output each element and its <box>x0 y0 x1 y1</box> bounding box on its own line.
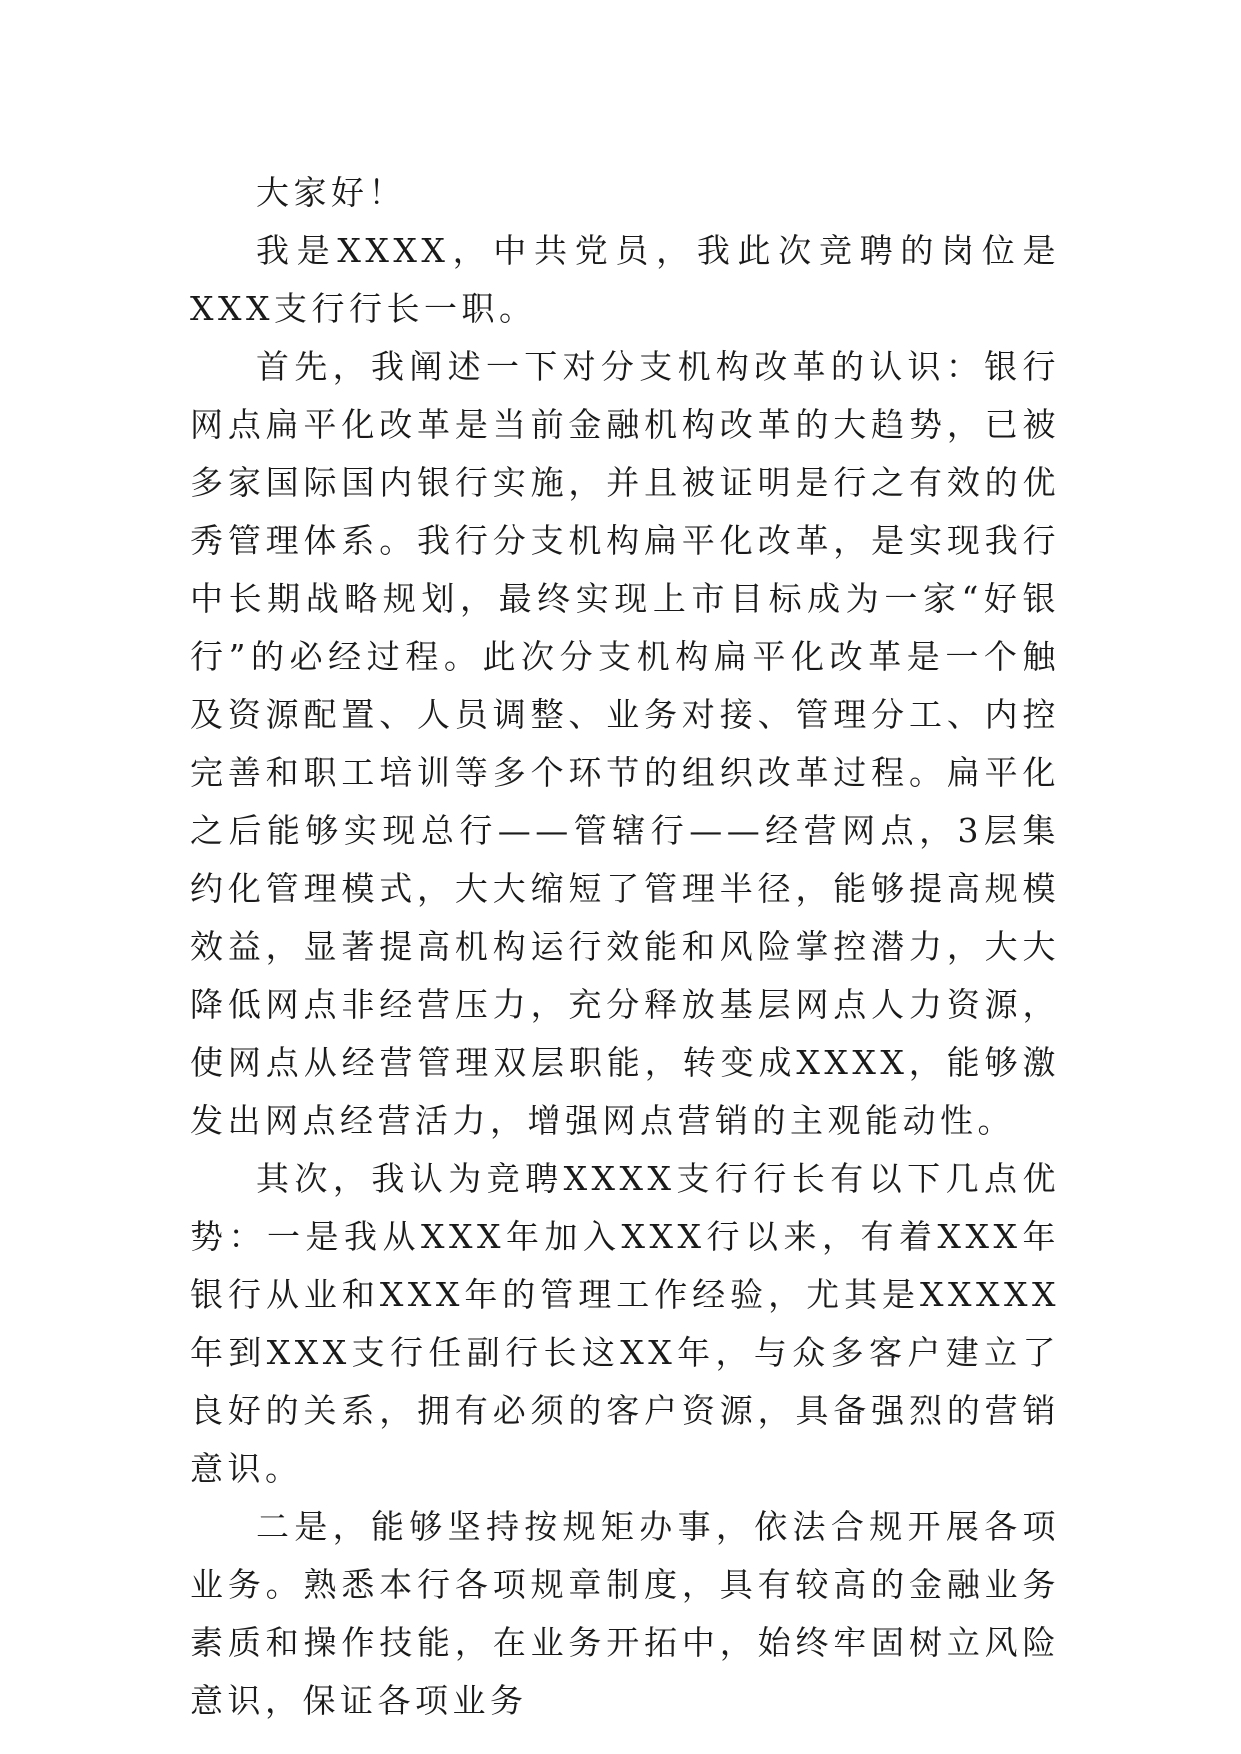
paragraph-compliance: 二是，能够坚持按规矩办事，依法合规开展各项业务。熟悉本行各项规章制度，具有较高的金融业务素质和操作技能，在业务开拓中，始终牢固树立风险意识，保证各项业务 <box>190 1507 1060 1720</box>
document-body <box>190 164 1060 1730</box>
paragraph-introduction: 我是XXXX，中共党员，我此次竞聘的岗位是XXX支行行长一职。 <box>190 231 1060 328</box>
paragraph-greeting: 大家好！ <box>256 173 406 212</box>
paragraph-reform-understanding: 首先，我阐述一下对分支机构改革的认识：银行网点扁平化改革是当前金融机构改革的大趋势，已被多家国际国内银行实施，并且被证明是行之有效的优秀管理体系。我行分支机构扁平化改革，是实现我行中长期战略规划，最终实现上市目标成为一家“好银行”的必经过程。此次分支机构扁平化改革是一个触及资源配置、人员调整、业务对接、管理分工、内控完善和职工培训等多个环节的组织改革过程。扁平化之后能够实现总行——管辖行——经营网点，3层集约化管理模式，大大缩短了管理半径，能够提高规模效益，显著提高机构运行效能和风险掌控潜力，大大降低网点非经营压力，充分释放基层网点人力资源，使网点从经营管理双层职能，转变成XXXX，能够激发出网点经营活力，增强网点营销的主观能动性。 <box>190 347 1060 1140</box>
paragraph-advantages: 其次，我认为竞聘XXXX支行行长有以下几点优势：一是我从XXX年加入XXX行以来，有着XXX年银行从业和XXX年的管理工作经验，尤其是XXXXX年到XXX支行任副行长这XX年，与众多客户建立了良好的关系，拥有必须的客户资源，具备强烈的营销意识。 <box>190 1159 1060 1488</box>
